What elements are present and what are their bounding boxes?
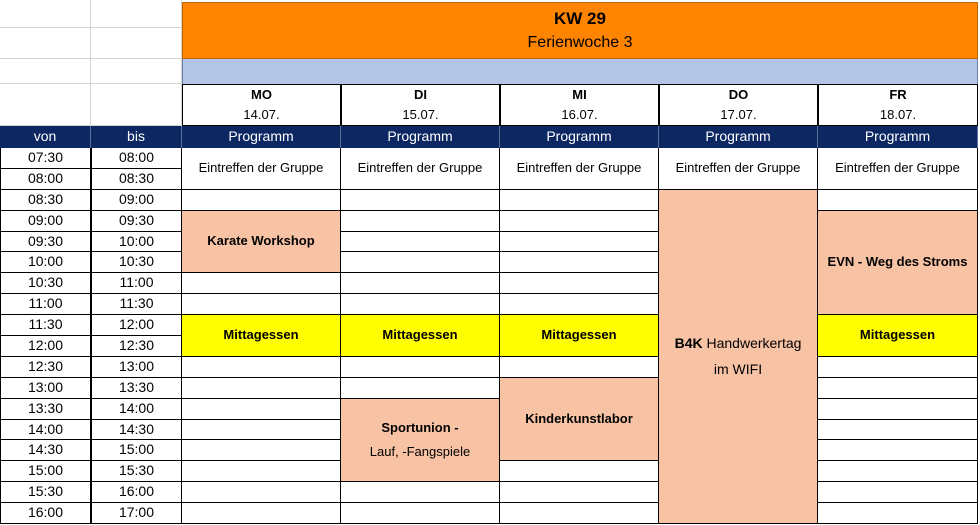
time-from: 11:30 bbox=[0, 315, 91, 336]
time-from: 14:00 bbox=[0, 420, 91, 440]
time-from: 09:30 bbox=[0, 232, 91, 252]
time-from: 12:00 bbox=[0, 336, 91, 357]
empty-slot-cell bbox=[341, 482, 500, 503]
day-date: 17.07. bbox=[720, 106, 757, 122]
empty-slot-cell bbox=[818, 420, 978, 440]
event-label: Eintreffen der Gruppe bbox=[198, 160, 324, 176]
empty-slot-cell bbox=[341, 294, 500, 315]
empty-slot-cell bbox=[341, 357, 500, 378]
time-from: 11:00 bbox=[0, 294, 91, 315]
event-label: - Weg des Stroms bbox=[854, 254, 968, 270]
empty-slot-cell bbox=[818, 503, 978, 524]
event-label: im WIFI bbox=[713, 360, 763, 377]
day-date: 15.07. bbox=[402, 106, 439, 122]
empty-slot-cell bbox=[818, 399, 978, 420]
time-to: 13:00 bbox=[91, 357, 182, 378]
event-kinderkunstlabor bbox=[500, 378, 659, 461]
event-label: Sportunion - bbox=[381, 419, 459, 435]
empty-slot-cell bbox=[500, 294, 659, 315]
empty-slot-cell bbox=[182, 357, 341, 378]
event-label: Eintreffen der Gruppe bbox=[675, 160, 801, 176]
empty-slot-cell bbox=[341, 211, 500, 232]
time-from: 13:30 bbox=[0, 399, 91, 420]
column-header-program: Programm bbox=[500, 126, 659, 148]
event-sportunion bbox=[341, 399, 500, 482]
empty-slot-cell bbox=[500, 232, 659, 252]
blue-spacer-band bbox=[182, 59, 978, 84]
empty-slot-cell bbox=[818, 190, 978, 211]
time-to: 12:30 bbox=[91, 336, 182, 357]
empty-slot-cell bbox=[182, 461, 341, 482]
empty-slot-cell bbox=[500, 461, 659, 482]
empty-slot-cell bbox=[341, 190, 500, 211]
day-name: DO bbox=[728, 87, 749, 103]
empty-slot-cell bbox=[182, 440, 341, 461]
empty-slot-cell bbox=[341, 273, 500, 294]
empty-slot-cell bbox=[182, 503, 341, 524]
time-to: 15:30 bbox=[91, 461, 182, 482]
empty-slot-cell bbox=[182, 294, 341, 315]
event-title-line bbox=[714, 361, 762, 379]
time-from: 07:30 bbox=[0, 148, 91, 169]
event-arrival bbox=[500, 148, 659, 190]
blank-cell bbox=[0, 84, 91, 126]
event-lunch bbox=[818, 315, 978, 357]
day-name: MI bbox=[572, 87, 587, 103]
empty-slot-cell bbox=[500, 190, 659, 211]
empty-slot-cell bbox=[182, 420, 341, 440]
week-title: KW 29 bbox=[554, 9, 606, 29]
event-label: Lauf, -Fangspiele bbox=[369, 444, 471, 459]
time-from: 08:30 bbox=[0, 190, 91, 211]
time-from: 15:00 bbox=[0, 461, 91, 482]
week-title-band bbox=[182, 2, 978, 59]
event-label: Mittagessen bbox=[541, 327, 617, 343]
column-header-program: Programm bbox=[182, 126, 341, 148]
time-from: 13:00 bbox=[0, 378, 91, 399]
time-from: 15:30 bbox=[0, 482, 91, 503]
empty-slot-cell bbox=[500, 252, 659, 273]
event-lunch bbox=[500, 315, 659, 357]
column-header-to: bis bbox=[91, 126, 182, 148]
empty-slot-cell bbox=[182, 378, 341, 399]
time-to: 09:30 bbox=[91, 211, 182, 232]
blank-cell bbox=[91, 84, 182, 126]
time-to: 10:00 bbox=[91, 232, 182, 252]
empty-slot-cell bbox=[818, 378, 978, 399]
day-date: 14.07. bbox=[243, 106, 280, 122]
event-label: Eintreffen der Gruppe bbox=[516, 160, 642, 176]
empty-slot-cell bbox=[500, 357, 659, 378]
event-label-bold: EVN bbox=[827, 254, 855, 270]
day-name: MO bbox=[251, 87, 272, 103]
time-to: 14:00 bbox=[91, 399, 182, 420]
time-to: 17:00 bbox=[91, 503, 182, 524]
event-label-bold: B4K bbox=[674, 335, 703, 351]
time-to: 08:30 bbox=[91, 169, 182, 190]
event-label: Mittagessen bbox=[382, 327, 458, 343]
time-to: 14:30 bbox=[91, 420, 182, 440]
event-title-line bbox=[828, 254, 968, 270]
column-header-program: Programm bbox=[659, 126, 818, 148]
event-title-line bbox=[675, 335, 802, 353]
day-header-do bbox=[659, 84, 818, 126]
time-from: 10:00 bbox=[0, 252, 91, 273]
event-label: Kinderkunstlabor bbox=[525, 410, 633, 426]
day-header-fr bbox=[818, 84, 978, 126]
blank-cell bbox=[0, 28, 91, 59]
empty-slot-cell bbox=[500, 211, 659, 232]
event-label: Mittagessen bbox=[859, 327, 936, 343]
blank-cell bbox=[91, 59, 182, 84]
time-to: 09:00 bbox=[91, 190, 182, 211]
event-arrival bbox=[182, 148, 341, 190]
event-lunch bbox=[182, 315, 341, 357]
blank-cell bbox=[0, 0, 91, 28]
time-from: 09:00 bbox=[0, 211, 91, 232]
empty-slot-cell bbox=[341, 252, 500, 273]
empty-slot-cell bbox=[341, 503, 500, 524]
empty-slot-cell bbox=[500, 273, 659, 294]
time-to: 12:00 bbox=[91, 315, 182, 336]
event-label: Eintreffen der Gruppe bbox=[357, 160, 483, 176]
time-from: 16:00 bbox=[0, 503, 91, 524]
day-date: 16.07. bbox=[561, 106, 598, 122]
blank-cell bbox=[91, 0, 182, 28]
empty-slot-cell bbox=[818, 482, 978, 503]
column-header-program: Programm bbox=[341, 126, 500, 148]
time-to: 08:00 bbox=[91, 148, 182, 169]
event-label: Handwerkertag bbox=[702, 335, 802, 351]
event-arrival bbox=[818, 148, 978, 190]
event-b4k-handwerkertag bbox=[659, 190, 818, 524]
day-name: DI bbox=[414, 87, 427, 103]
event-label: Eintreffen der Gruppe bbox=[835, 160, 960, 176]
column-header-from: von bbox=[0, 126, 91, 148]
event-karate-workshop bbox=[182, 211, 341, 273]
empty-slot-cell bbox=[500, 503, 659, 524]
week-subtitle: Ferienwoche 3 bbox=[527, 33, 633, 51]
time-to: 13:30 bbox=[91, 378, 182, 399]
empty-slot-cell bbox=[818, 357, 978, 378]
event-evn-weg-des-stroms bbox=[818, 211, 978, 315]
time-to: 10:30 bbox=[91, 252, 182, 273]
day-header-di bbox=[341, 84, 500, 126]
day-name: FR bbox=[889, 87, 907, 103]
time-from: 14:30 bbox=[0, 440, 91, 461]
time-from: 12:30 bbox=[0, 357, 91, 378]
empty-slot-cell bbox=[341, 378, 500, 399]
event-arrival bbox=[659, 148, 818, 190]
time-from: 10:30 bbox=[0, 273, 91, 294]
blank-cell bbox=[0, 59, 91, 84]
day-header-mo bbox=[182, 84, 341, 126]
empty-slot-cell bbox=[182, 399, 341, 420]
time-to: 11:30 bbox=[91, 294, 182, 315]
empty-slot-cell bbox=[182, 273, 341, 294]
event-arrival bbox=[341, 148, 500, 190]
empty-slot-cell bbox=[182, 190, 341, 211]
time-to: 11:00 bbox=[91, 273, 182, 294]
event-label: Mittagessen bbox=[223, 327, 299, 343]
empty-slot-cell bbox=[818, 461, 978, 482]
time-to: 15:00 bbox=[91, 440, 182, 461]
day-date: 18.07. bbox=[879, 106, 917, 122]
time-to: 16:00 bbox=[91, 482, 182, 503]
empty-slot-cell bbox=[341, 232, 500, 252]
column-header-program: Programm bbox=[818, 126, 978, 148]
empty-slot-cell bbox=[182, 482, 341, 503]
empty-slot-cell bbox=[500, 482, 659, 503]
blank-cell bbox=[91, 28, 182, 59]
event-label: Karate Workshop bbox=[207, 233, 315, 249]
empty-slot-cell bbox=[818, 440, 978, 461]
event-lunch bbox=[341, 315, 500, 357]
day-header-mi bbox=[500, 84, 659, 126]
time-from: 08:00 bbox=[0, 169, 91, 190]
